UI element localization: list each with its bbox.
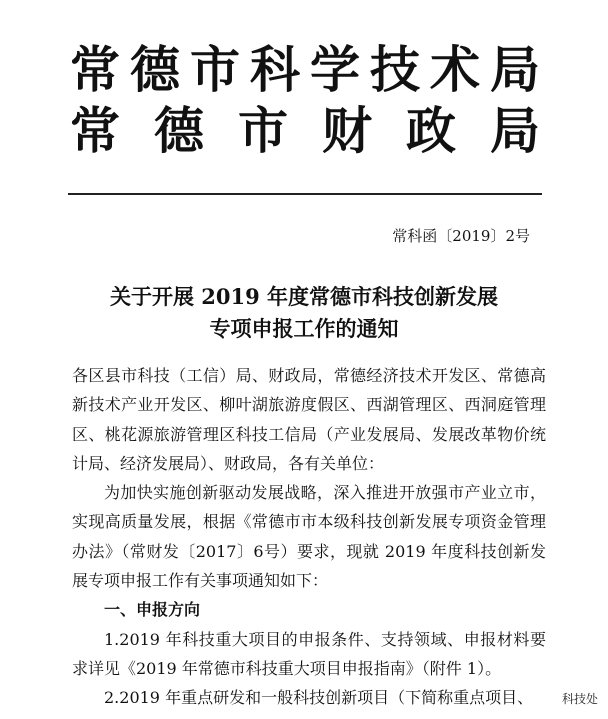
org-char: 技 xyxy=(370,41,420,99)
item-paragraph: 2.2019 年重点研发和一般科技创新项目（下简称重点项目、 xyxy=(104,688,534,708)
org-char: 德 xyxy=(130,41,180,99)
org-char: 术 xyxy=(430,41,480,99)
addressees-paragraph: 各区县市科技（工信）局、财政局，常德经济技术开发区、常德高新技术产业开发区、柳叶湖旅游度假区、西湖管理区、西洞庭管理区、桃花源旅游管理区科技工信局（产业发展局、发展改革物价统计局、经济发展局）、财政局，各有关单位： xyxy=(72,366,546,473)
title-line-2: 专项申报工作的通知 xyxy=(209,316,399,341)
title-line-1: 关于开展 2019 年度常德市科技创新发展 xyxy=(109,284,499,309)
org-char: 局 xyxy=(490,41,540,99)
document-number: 常科函〔2019〕2号 xyxy=(392,227,530,245)
org-char: 市 xyxy=(238,102,288,160)
org-char: 常 xyxy=(70,41,120,99)
org-char: 市 xyxy=(190,41,240,99)
org-char: 常 xyxy=(70,102,120,160)
org-char: 财 xyxy=(322,102,372,160)
issuing-org-finance-bureau xyxy=(70,103,540,159)
watermark-label: 科技处 xyxy=(561,692,598,706)
org-char: 德 xyxy=(154,102,204,160)
org-char: 科 xyxy=(250,41,300,99)
issuing-org-science-bureau xyxy=(70,42,540,98)
header-divider xyxy=(68,193,542,195)
intro-paragraph: 为加快实施创新驱动发展战略，深入推进开放强市产业立市，实现高质量发展，根据《常德市市本级科技创新发展专项资金管理办法》（常财发〔2017〕6号）要求，现就 2019 年度科技创新发展专项申报工作有关事项通知如下： xyxy=(72,483,546,591)
org-char: 学 xyxy=(310,41,360,99)
section-heading: 一、申报方向 xyxy=(104,600,201,620)
org-char: 局 xyxy=(490,102,540,160)
document-body xyxy=(72,361,546,713)
org-char: 政 xyxy=(406,102,456,160)
item-paragraph: 1.2019 年科技重大项目的申报条件、支持领域、申报材料要求详见《2019 年常德市科技重大项目申报指南》（附件 1）。 xyxy=(72,629,546,678)
